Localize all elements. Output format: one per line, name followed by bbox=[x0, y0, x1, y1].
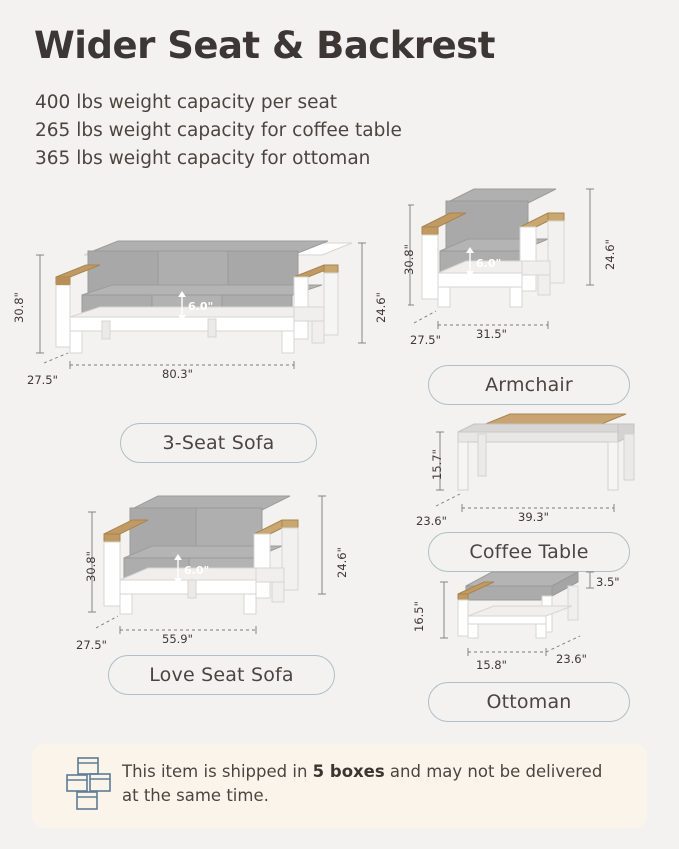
loveseat-height-dim: 30.8" bbox=[84, 551, 98, 582]
coffee-table-width-dim: 39.3" bbox=[518, 510, 549, 524]
loveseat-illustration bbox=[78, 468, 368, 658]
sofa3-back-height-dim: 24.6" bbox=[374, 292, 388, 323]
armchair-height-dim: 30.8" bbox=[402, 244, 416, 275]
ottoman-height-dim: 16.5" bbox=[412, 601, 426, 632]
loveseat-seat-thickness-dim: 6.0" bbox=[184, 564, 210, 577]
boxes-icon bbox=[66, 757, 112, 811]
label-coffee-table: Coffee Table bbox=[428, 532, 630, 572]
ottoman-width-dim: 23.6" bbox=[556, 652, 587, 666]
label-ottoman: Ottoman bbox=[428, 682, 630, 722]
label-armchair: Armchair bbox=[428, 365, 630, 405]
product-loveseat bbox=[78, 468, 368, 658]
sofa3-width-dim: 80.3" bbox=[162, 367, 193, 381]
product-coffee-table bbox=[418, 410, 658, 530]
ottoman-depth-dim: 15.8" bbox=[476, 658, 507, 672]
loveseat-width-dim: 55.9" bbox=[162, 632, 193, 646]
label-loveseat: Love Seat Sofa bbox=[108, 655, 335, 695]
armchair-depth-dim: 27.5" bbox=[410, 333, 441, 347]
armchair-width-dim: 31.5" bbox=[476, 327, 507, 341]
loveseat-back-height-dim: 24.6" bbox=[335, 547, 349, 578]
shipping-text bbox=[122, 760, 612, 808]
coffee-table-depth-dim: 23.6" bbox=[416, 514, 447, 528]
loveseat-depth-dim: 27.5" bbox=[76, 638, 107, 652]
product-ottoman bbox=[412, 560, 645, 672]
armchair-seat-thickness-dim: 6.0" bbox=[476, 257, 502, 270]
product-armchair bbox=[402, 165, 658, 365]
shipping-box-count: 5 boxes bbox=[312, 762, 385, 781]
capacity-line-2: 265 lbs weight capacity for coffee table bbox=[35, 120, 402, 141]
sofa3-seat-thickness-dim: 6.0" bbox=[188, 300, 214, 313]
product-sofa3 bbox=[12, 215, 388, 405]
capacity-line-3: 365 lbs weight capacity for ottoman bbox=[35, 148, 371, 169]
shipping-text-before: This item is shipped in bbox=[122, 762, 313, 781]
armchair-back-height-dim: 24.6" bbox=[603, 239, 617, 270]
coffee-table-height-dim: 15.7" bbox=[430, 449, 444, 480]
capacity-line-1: 400 lbs weight capacity per seat bbox=[35, 92, 338, 113]
sofa3-depth-dim: 27.5" bbox=[27, 373, 58, 387]
ottoman-cushion-dim: 3.5" bbox=[596, 575, 620, 589]
armchair-illustration bbox=[408, 165, 658, 365]
shipping-text-after: and may not be delivered at the same time. bbox=[122, 762, 603, 805]
page-title: Wider Seat & Backrest bbox=[34, 24, 495, 67]
sofa3-height-dim: 30.8" bbox=[12, 292, 26, 323]
label-sofa3: 3-Seat Sofa bbox=[120, 423, 317, 463]
